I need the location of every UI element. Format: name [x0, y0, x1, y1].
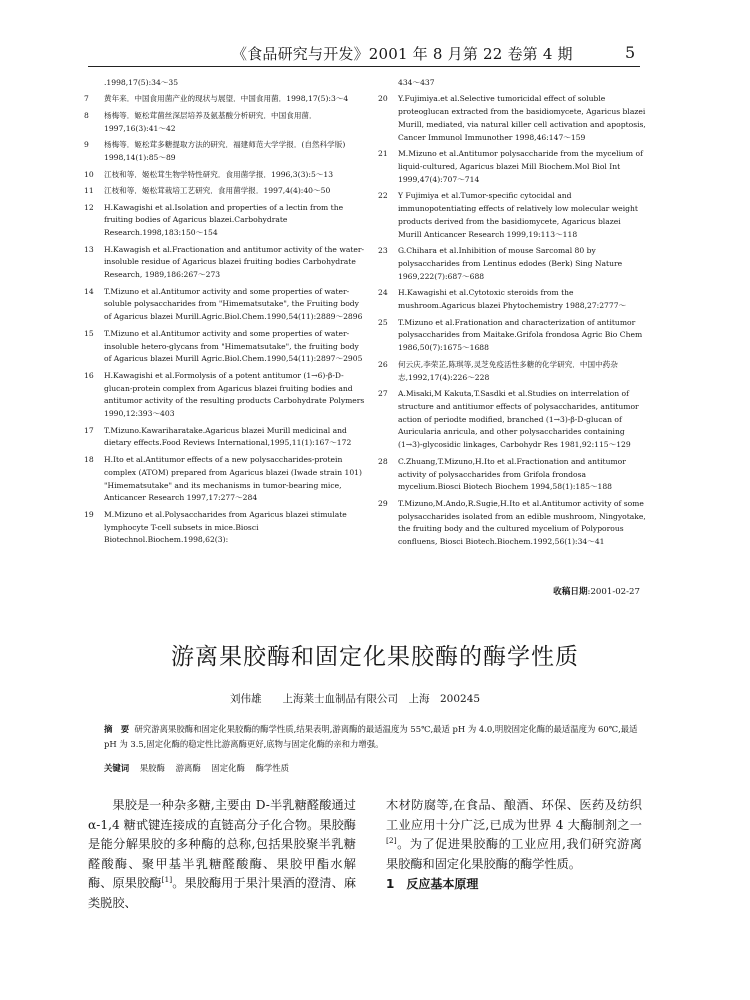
reference-item [378, 190, 646, 241]
reference-text: G.Chihara et al.Inhibition of mouse Sarcomal 80 by polysaccharides from Lentinus edodes (Berk) Sing Nature 1969,222(7):687～688 [398, 246, 623, 281]
reference-text: T.Mizuno et al.Frationation and characterization of antitumor polysaccharides from Maitake.Grifola frondosa Agric Bio Chem 1986,50(7):1675～1688 [398, 317, 643, 353]
reference-number: 16 [84, 370, 94, 380]
intro-text: 。为了促进果胶酶的工业应用,我们研究游离果胶酶和固定化果胶酶的酶学性质。 [386, 837, 642, 871]
reference-text: T.Mizuno.Kawariharatake.Agaricus blazei Murill medicinal and dietary effects.Food Reviews International,1995,11(1):167～172 [104, 425, 352, 448]
abstract [104, 722, 652, 752]
reference-text: 杨梅等．姬松茸菌丝深层培养及氨基酸分析研究．中国食用菌．1997,16(3):41～42 [104, 110, 317, 133]
keyword: 固定化酶 [211, 763, 245, 773]
reference-text: C.Zhuang,T.Mizuno,H.Ito et al.Fractionation and antitumor activity of polysaccharides from Grifola frondosa mycelium.Biosci Biotech Biochem 1994,58(1):185～188 [398, 456, 626, 492]
reference-item [378, 148, 646, 186]
reference-number: 19 [84, 509, 94, 519]
reference-text: 434～437 [398, 78, 435, 87]
reference-item [84, 110, 366, 136]
reference-item [378, 456, 646, 494]
reference-item [84, 286, 366, 324]
reference-number: 28 [378, 456, 388, 466]
reference-number: 25 [378, 317, 388, 327]
reference-item [378, 317, 646, 355]
reference-item [378, 93, 646, 144]
reference-number: 22 [378, 191, 388, 201]
body-column-right [386, 796, 642, 895]
reference-number: 23 [378, 246, 388, 256]
reference-text: 黄年来．中国食用菌产业的现状与展望．中国食用菌．1998,17(5):3～4 [104, 94, 349, 104]
reference-item [378, 77, 646, 90]
reference-number: 17 [84, 425, 94, 435]
journal-issue-header: 《食品研究与开发》2001 年 8 月第 22 卷第 4 期 [232, 45, 573, 63]
reference-number: 15 [84, 328, 94, 338]
reference-text: T.Mizuno et al.Antitumor activity and some properties of water-soluble polysaccharides from "Himematsutake", the Fruiting body of Agaricus blazei Murill.Agric.Biol.Chem.1990,54(11):2889～2896 [104, 286, 363, 322]
reference-text: H.Kawagishi et al.Formolysis of a potent antitumor (1→6)-β-D-glucan-protein complex from Agaricus blazei fruiting bodies and antitumor activity of the resulting products Carbohydrate Polymers 1990,12:393～403 [104, 370, 365, 419]
reference-number: 20 [378, 94, 388, 104]
citation: [1] [161, 874, 173, 884]
reference-number: 8 [84, 110, 89, 120]
reference-item [84, 328, 366, 366]
received-date [478, 585, 640, 597]
keywords [104, 761, 652, 776]
reference-number: 21 [378, 149, 388, 159]
intro-paragraph [88, 796, 356, 913]
reference-item [378, 359, 646, 385]
reference-number: 9 [84, 140, 89, 150]
reference-item [84, 370, 366, 421]
citation: [2] [386, 835, 397, 845]
reference-number: 29 [378, 498, 388, 508]
article-title: 游离果胶酶和固定化果胶酶的酶学性质 [171, 644, 579, 670]
reference-number: 27 [378, 389, 388, 399]
reference-number: 18 [84, 454, 94, 464]
abstract-text: 研究游离果胶酶和固定化果胶酶的酶学性质,结果表明,游离酶的最适温度为 55℃,最适 pH 为 4.0,明胶固定化酶的最适温度为 60℃,最适 pH 为 3.5,固定化酶的稳定性比游离酶更好,底物与固定化酶的亲和力增强。 [104, 724, 638, 749]
reference-text: Y.Fujimiya.et al.Selective tumoricidal effect of soluble proteoglucan extracted from the basidiomycete, Agaricus blazei Murill, mediated, via natural killer cell activation and apoptosis, Cancer Immunol Immunother 1998,46:147～159 [398, 94, 646, 142]
reference-text: H.Kawagishi et al.Cytotoxic steroids from the mushroom.Agaricus blazei Phytochemistry 1988,27:2777～ [398, 288, 627, 311]
reference-item [84, 93, 366, 106]
reference-number: 7 [84, 94, 89, 104]
received-label: 收稿日期 [553, 587, 588, 597]
reference-item [378, 498, 646, 549]
reference-item [84, 454, 366, 505]
intro-text: 果胶是一种杂多糖,主要由 D-半乳糖醛酸通过 α-1,4 糖甙键连接成的直链高分子化合物。果胶酶是能分解果胶的多种酶的总称,包括果胶聚半乳糖醛酸酶、聚甲基半乳糖醛酸酶、果胶甲酯水解酶、原果胶酶 [88, 798, 356, 890]
reference-text: 江枝和等．姬松茸栽培工艺研究．食用菌学报．1997,4(4):40～50 [104, 186, 331, 196]
reference-text: .1998,17(5):34～35 [104, 78, 179, 87]
reference-number: 14 [84, 286, 94, 296]
keyword: 果胶酶 [139, 763, 165, 773]
reference-number: 11 [84, 186, 94, 196]
reference-text: H.Kawagish et al.Fractionation and antitumor activity of the water-insoluble residue of Agaricus blazei fruiting bodies Carbohydrate Research, 1989,186:267～273 [104, 244, 365, 280]
reference-item [84, 169, 366, 182]
keyword: 游离酶 [175, 763, 201, 773]
reference-number [378, 77, 398, 90]
reference-text: 杨梅等．姬松茸多糖提取方法的研究．福建师范大学学报．(自然科学版) 1998,14(1):85～89 [104, 140, 346, 163]
reference-item [84, 509, 366, 547]
intro-text: 木材防腐等,在食品、酿酒、环保、医药及纺织工业应用十分广泛,已成为世界 4 大酶制剂之一 [386, 798, 642, 832]
reference-item [84, 202, 366, 240]
reference-number: 24 [378, 288, 388, 298]
keyword: 酶学性质 [255, 763, 290, 773]
reference-number: 26 [378, 359, 388, 369]
section-heading: 1 反应基本原理 [386, 877, 479, 891]
reference-text: A.Misaki,M Kakuta,T.Sasdki et al.Studies on interrelation of structure and antitiumor effects of polysaccharides, antitumor action of periodte modified, branched (1→3)-β-D-glucan of Auricularia anricula, and other polysaccharides containing (1→3)-glycosidic linkages, Carbohydr Res 1981,92:115～129 [398, 389, 639, 450]
author-affiliation: 刘伟雄 上海莱士血制品有限公司 上海 200245 [230, 693, 481, 705]
reference-text: Y Fujimiya et al.Tumor-specific cytocidal and immunopotentiating effects of relatively low molecular weight products derived from the basidiomycete, Agaricus blazei Murill Anticancer Research 1999,19:113～118 [398, 191, 638, 239]
reference-item [84, 139, 366, 165]
reference-text: T.Mizuno,M.Ando,R.Sugie,H.Ito et al.Antitumor activity of some polysaccharides isolated from an edible mushroom, Ningyotake, the fruiting body and the cultured mycelium of Polyporous confluens, Biosci Biotech.Biochem.1992,56(1):34～41 [398, 498, 646, 547]
reference-text: H.Ito et al.Antitumor effects of a new polysaccharides-protein complex (ATOM) prepared from Agaricus blazei (Iwade strain 101) "Himematsutake" and its mechanisms in tumor-bearing mice, Anticancer Research 1997,17:277～284 [104, 454, 362, 503]
reference-text: M.Mizuno et al.Polysaccharides from Agaricus blazei stimulate lymphocyte T-cell subsets in mice.Biosci Biotechnol.Biochem.1998,62(3): [104, 509, 347, 545]
reference-text: 江枝和等．姬松茸生物学特性研究．食用菌学报．1996,3(3):5～13 [104, 169, 334, 179]
header-rule [88, 66, 640, 67]
references-left-column [84, 77, 366, 551]
body-column-left [88, 796, 356, 913]
reference-item [84, 185, 366, 198]
reference-item [84, 244, 366, 282]
keywords-label: 关键词 [104, 763, 130, 773]
reference-number [84, 77, 104, 90]
intro-text: 。果胶酶用于果汁果酒的澄清、麻类脱胶、 [88, 876, 357, 910]
intro-paragraph-continued [386, 796, 642, 874]
reference-item [378, 388, 646, 452]
reference-text: 何云庆,李荣芷,陈琪等,灵芝免疫活性多糖的化学研究．中国中药杂志,1992,17(4):226～228 [398, 359, 618, 382]
reference-item [84, 425, 366, 451]
reference-text: M.Mizuno et al.Antitumor polysaccharide from the mycelium of liquid-cultured, Agaricus blazei Mill Biochem.Mol Biol Int 1999,47(4):707～714 [398, 149, 643, 184]
abstract-label: 摘 要 [104, 724, 130, 734]
reference-number: 10 [84, 169, 94, 179]
reference-number: 13 [84, 244, 94, 254]
received-date-value: :2001-02-27 [587, 587, 640, 597]
reference-text: T.Mizuno et al.Antitumor activity and some properties of water-insoluble hetero-glycans from "Himematsutake", the fruiting body of Agaricus blazei Murill Agric.Biol.Chem.1990,54(11):2897～2905 [104, 328, 363, 364]
reference-item [378, 245, 646, 283]
reference-item [378, 287, 646, 313]
reference-number: 12 [84, 202, 94, 212]
reference-text: H.Kawagishi et al.Isolation and properties of a lectin from the fruiting bodies of Agaricus blazei.Carbohydrate Research.1998,183:150～154 [104, 202, 344, 238]
reference-item [84, 77, 366, 90]
references-right-column [378, 77, 646, 553]
page-number: 5 [625, 43, 636, 62]
